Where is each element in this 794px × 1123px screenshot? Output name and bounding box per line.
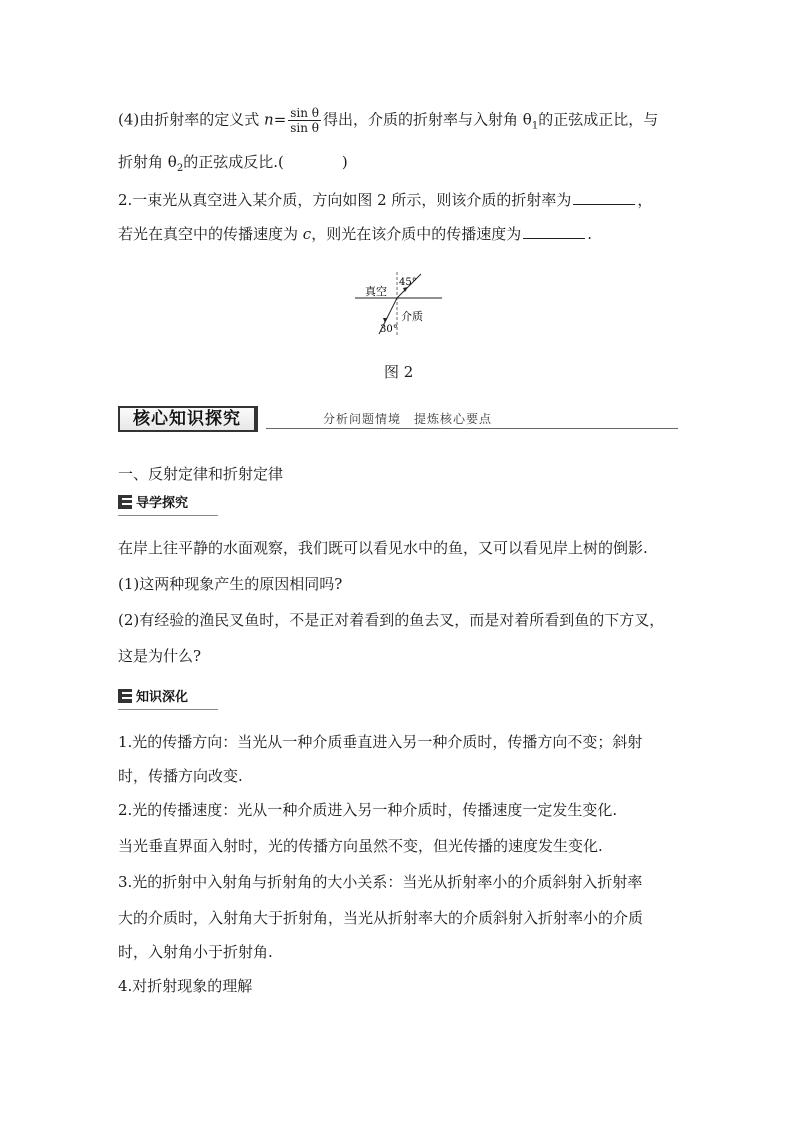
banner-rule <box>266 428 678 429</box>
knowledge-item-1-cont: 时，传播方向改变. <box>118 767 243 785</box>
refraction-figure <box>350 270 450 340</box>
q4-fraction <box>288 106 321 135</box>
tag-knowledge-label: 知识深化 <box>136 690 189 705</box>
section-banner <box>118 402 678 438</box>
tag-underline <box>118 515 218 516</box>
refracted-arrow <box>383 318 387 323</box>
knowledge-item-3-end: 时，入射角小于折射角. <box>118 943 273 961</box>
inquiry-paragraph: 在岸上往平静的水面观察，我们既可以看见水中的鱼，又可以看见岸上树的倒影. <box>118 539 648 557</box>
knowledge-item-4: 4.对折射现象的理解 <box>118 977 253 995</box>
knowledge-item-1: 1.光的传播方向：当光从一种介质垂直进入另一种介质时，传播方向不变；斜射 <box>118 733 643 751</box>
banner-title: 核心知识探究 <box>118 406 258 432</box>
knowledge-item-3-cont: 大的介质时，入射角大于折射角，当光从折射率大的介质斜射入折射率小的介质 <box>118 909 644 927</box>
q4-sub2: 2 <box>176 163 184 174</box>
q4-paren-close: ) <box>341 153 348 171</box>
q2-line1 <box>118 188 652 210</box>
q4-line2-end: 的正弦成反比.( <box>183 153 284 171</box>
q2-line2 <box>118 222 592 244</box>
label-medium: 介质 <box>401 310 423 323</box>
inquiry-question-2: (2)有经验的渔民叉鱼时，不是正对着看到的鱼去叉，而是对着所看到鱼的下方叉， <box>118 611 665 629</box>
inquiry-question-1: (1)这两种现象产生的原因相同吗? <box>118 575 343 593</box>
bars-icon <box>118 689 132 703</box>
q4-line2 <box>118 152 348 179</box>
q2-line1-text: 2.一束光从真空进入某介质，方向如图 2 所示，则该介质的折射率为 <box>118 191 572 209</box>
angle-30: 30° <box>380 324 398 335</box>
section-heading: 一、反射定律和折射定律 <box>118 465 284 483</box>
q2-blank-1 <box>573 188 635 205</box>
q2-line2-start: 若光在真空中的传播速度为 <box>118 225 303 243</box>
figure-caption: 图 2 <box>384 363 414 381</box>
knowledge-item-2: 2.光的传播速度：光从一种介质进入另一种介质时，传播速度一定发生变化. <box>118 801 618 819</box>
q4-prefix: (4)由折射率的定义式 <box>118 110 265 129</box>
q4-sub1: 1 <box>531 120 539 132</box>
bars-icon <box>118 495 132 509</box>
knowledge-item-3: 3.光的折射中入射角与折射角的大小关系：当光从折射率小的介质斜射入折射率 <box>118 873 643 891</box>
q4-middle: 得出，介质的折射率与入射角 θ <box>323 110 532 129</box>
label-vacuum: 真空 <box>365 285 387 298</box>
q2-var-c: c <box>302 225 312 243</box>
tag-guided-inquiry <box>118 494 188 514</box>
q4-n-eq: n= <box>264 110 287 129</box>
q4-frac-den: sin θ <box>290 121 320 135</box>
q4-end: 的正弦成正比，与 <box>538 110 659 129</box>
tag-underline <box>118 709 218 710</box>
q4-line1 <box>118 106 658 137</box>
q2-line1-end: ， <box>637 191 653 209</box>
angle-45: 45° <box>399 277 417 288</box>
q2-blank-2 <box>523 222 585 239</box>
tag-guided-inquiry-label: 导学探究 <box>136 496 189 511</box>
q2-line2-end: . <box>587 225 592 243</box>
tag-knowledge-deepening <box>118 688 188 708</box>
q2-line2-mid: ，则光在该介质中的传播速度为 <box>311 225 522 243</box>
knowledge-item-2-cont: 当光垂直界面入射时，光的传播方向虽然不变，但光传播的速度发生变化. <box>118 837 603 855</box>
q4-frac-num: sin θ <box>290 106 320 120</box>
banner-subtitle: 分析问题情境 提炼核心要点 <box>323 412 493 426</box>
inquiry-question-2-cont: 这是为什么? <box>118 647 202 665</box>
q4-line2-start: 折射角 θ <box>118 153 177 171</box>
